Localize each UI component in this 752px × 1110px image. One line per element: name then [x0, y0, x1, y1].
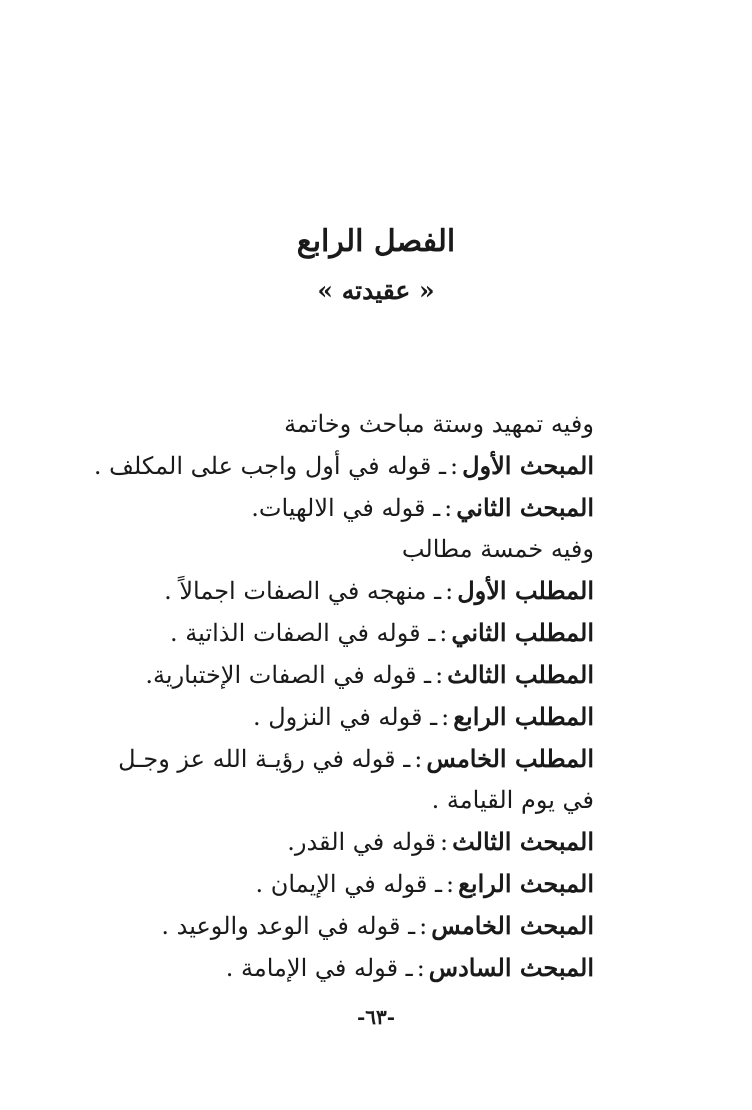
toc-item	[94, 905, 594, 947]
toc-item-heading: المبحث الثالث	[452, 827, 594, 856]
toc-item-heading: المطلب الثالث	[447, 660, 594, 689]
page-number: -٦٣-	[356, 1005, 396, 1029]
toc-item	[94, 445, 594, 487]
toc-item	[94, 654, 594, 696]
toc-item-heading: المبحث الخامس	[431, 911, 594, 940]
toc-item	[94, 570, 594, 612]
toc-item-heading: المبحث الرابع	[458, 869, 594, 898]
chapter-contents	[94, 404, 594, 989]
toc-item-heading: المطلب الخامس	[426, 744, 594, 773]
toc-item-text: ـ قوله في الالهيات.	[251, 494, 441, 522]
toc-item-text: قوله في القدر.	[287, 828, 436, 856]
toc-item-separator: :	[416, 954, 425, 982]
toc-item-heading: المبحث السادس	[428, 953, 594, 982]
toc-item-separator: :	[444, 494, 453, 522]
toc-item-separator: :	[435, 661, 444, 689]
toc-item-heading: المطلب الأول	[457, 576, 594, 605]
toc-item	[94, 738, 594, 821]
toc-item	[94, 612, 594, 654]
toc-item-separator: :	[439, 828, 449, 856]
toc-item-text: ـ قوله في الإمامة .	[225, 954, 413, 982]
toc-item	[94, 487, 594, 529]
toc-item-heading: المبحث الثاني	[456, 493, 594, 522]
toc-item-text: ـ قوله في النزول .	[252, 703, 438, 731]
toc-item	[94, 821, 594, 863]
toc-subsection-intro: وفيه خمسة مطالب	[401, 535, 594, 563]
toc-item-text: ـ منهجه في الصفات اجمالاً .	[164, 577, 442, 605]
toc-item	[94, 863, 594, 905]
toc-item-separator: :	[439, 619, 448, 647]
contents-intro: وفيه تمهيد وستة مباحث وخاتمة	[284, 410, 594, 438]
toc-item-text: ـ قوله في الصفات الذاتية .	[170, 619, 436, 647]
chapter-subtitle: « عقيدته »	[317, 276, 435, 305]
toc-item-separator: :	[450, 452, 459, 480]
toc-item-text: ـ قوله في الوعد والوعيد .	[161, 912, 416, 940]
toc-item-heading: المطلب الرابع	[453, 702, 594, 731]
chapter-title: الفصل الرابع	[296, 224, 456, 259]
toc-item	[94, 696, 594, 738]
toc-item-separator: :	[414, 745, 423, 773]
toc-item-text: ـ قوله في الصفات الإختبارية.	[145, 661, 432, 689]
toc-item-heading: المبحث الأول	[462, 451, 594, 480]
toc-item	[94, 947, 594, 989]
toc-item-separator: :	[445, 577, 454, 605]
toc-item-separator: :	[419, 912, 428, 940]
toc-item-text: ـ قوله في الإيمان .	[255, 870, 443, 898]
toc-item-text: ـ قوله في رؤيـة الله عز وجـل في يوم القيامة .	[118, 745, 594, 814]
toc-item-separator: :	[446, 870, 455, 898]
toc-item-heading: المطلب الثاني	[451, 618, 594, 647]
toc-item-separator: :	[441, 703, 450, 731]
toc-item-text: ـ قوله في أول واجب على المكلف .	[93, 452, 446, 480]
